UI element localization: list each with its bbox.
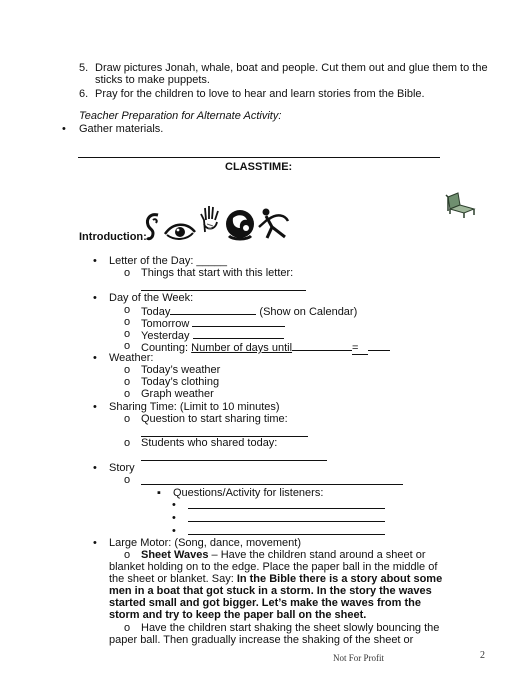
- sub-bullet: o: [124, 316, 131, 328]
- sub-bullet: o: [124, 474, 131, 486]
- questions-activity: Questions/Activity for listeners:: [173, 487, 324, 499]
- students-shared: Students who shared today:: [141, 437, 278, 449]
- introduction-label: Introduction:: [79, 231, 147, 243]
- sheet-waves-line-6: storm and try to keep the paper ball on the sheet.: [109, 609, 367, 621]
- answer-line: [141, 484, 403, 485]
- tomorrow-label: Tomorrow: [141, 318, 190, 330]
- bullet: •: [172, 512, 176, 524]
- sub-bullet: o: [124, 622, 131, 634]
- yesterday-label: Yesterday: [141, 330, 190, 342]
- sub-bullet: o: [124, 437, 131, 449]
- bullet: •: [172, 525, 176, 537]
- todays-weather: Today’s weather: [141, 364, 221, 376]
- bullet: •: [93, 255, 97, 267]
- sub-bullet: o: [124, 267, 131, 279]
- square-bullet: ▪: [157, 487, 161, 499]
- footer-text: Not For Profit: [333, 653, 385, 663]
- weather: Weather:: [109, 352, 154, 364]
- nose-icon: [223, 206, 257, 242]
- classtime-rule: [78, 157, 440, 158]
- bullet: •: [62, 123, 66, 135]
- today-blank: [170, 304, 256, 315]
- sub-bullet: o: [124, 376, 131, 388]
- ear-icon: [144, 211, 164, 243]
- answer-line: [141, 290, 306, 291]
- eye-icon: [163, 222, 197, 242]
- counting-row: [141, 340, 390, 354]
- sheet-waves-line-1: [141, 549, 426, 561]
- counting-prefix: Counting:: [141, 342, 189, 354]
- sub-bullet: o: [124, 364, 131, 376]
- bullet: •: [93, 537, 97, 549]
- sheet-waves-line-4: men in a boat that got stuck in a storm. In the story the waves: [109, 585, 432, 597]
- numbered-item-6-number: 6.: [79, 88, 89, 100]
- numbered-item-5-text: Draw pictures Jonah, whale, boat and people. Cut them out and glue them to the: [95, 62, 488, 74]
- answer-line: [188, 521, 385, 522]
- letter-of-day: Letter of the Day: _____: [109, 255, 228, 267]
- story: Story: [109, 462, 135, 474]
- classtime-heading: CLASSTIME:: [225, 161, 293, 173]
- sub-bullet: o: [124, 328, 131, 340]
- alt-activity-bullet: Gather materials.: [79, 123, 164, 135]
- sheet-waves-line-8: paper ball. Then gradually increase the shaking of the sheet or: [109, 634, 414, 646]
- bullet: •: [93, 462, 97, 474]
- answer-line: [188, 508, 385, 509]
- counting-answer-blank: [368, 340, 390, 351]
- sub-bullet: o: [124, 304, 131, 316]
- sheet-waves-line-3: [109, 573, 442, 585]
- day-of-week: Day of the Week:: [109, 292, 194, 304]
- things-start-with-letter: Things that start with this letter:: [141, 267, 294, 279]
- page-number: 2: [480, 650, 485, 661]
- hand-icon: [199, 204, 223, 234]
- answer-line: [188, 534, 385, 535]
- question-sharing: Question to start sharing time:: [141, 413, 288, 425]
- counting-equals: =: [352, 342, 368, 355]
- sheet-waves-line-7: Have the children start shaking the sheet slowly bouncing the: [141, 622, 440, 634]
- sheet-waves-title: Sheet Waves: [141, 549, 209, 561]
- sheet-waves-quote-1: In the Bible there is a story about some: [236, 573, 443, 585]
- chair-icon: [444, 189, 478, 219]
- sheet-waves-line-5: started small and got bigger. Let’s make the waves from the: [109, 597, 421, 609]
- tomorrow-blank: [192, 316, 285, 327]
- sub-bullet: o: [124, 413, 131, 425]
- sub-bullet: o: [124, 388, 131, 400]
- graph-weather: Graph weather: [141, 388, 214, 400]
- sheet-waves-line-1-rest: – Have the children stand around a sheet or: [208, 549, 426, 561]
- sharing-time: Sharing Time: (Limit to 10 minutes): [109, 401, 280, 413]
- sub-bullet: o: [124, 549, 131, 561]
- bullet: •: [93, 292, 97, 304]
- numbered-item-5-text-cont: sticks to make puppets.: [95, 74, 210, 86]
- sheet-waves-line-2: blanket holding on to the edge. Place the paper ball in the middle of: [109, 561, 438, 573]
- answer-line: [141, 460, 327, 461]
- bullet: •: [93, 352, 97, 364]
- sheet-waves-say: the sheet or blanket. Say:: [109, 573, 237, 585]
- yesterday-blank: [193, 328, 284, 339]
- today-label: Today: [141, 306, 171, 318]
- bullet: •: [172, 499, 176, 511]
- bullet: •: [93, 401, 97, 413]
- numbered-item-6-text: Pray for the children to love to hear and learn stories from the Bible.: [95, 88, 425, 100]
- stretch-figure-icon: [257, 207, 291, 241]
- counting-label: Number of days until: [191, 342, 293, 354]
- numbered-item-5-number: 5.: [79, 62, 89, 74]
- today-suffix: (Show on Calendar): [259, 306, 358, 318]
- counting-blank: [292, 340, 352, 351]
- alt-activity-heading: Teacher Preparation for Alternate Activity:: [79, 110, 282, 122]
- todays-clothing: Today’s clothing: [141, 376, 220, 388]
- large-motor: Large Motor: (Song, dance, movement): [109, 537, 301, 549]
- sub-bullet: o: [124, 340, 131, 352]
